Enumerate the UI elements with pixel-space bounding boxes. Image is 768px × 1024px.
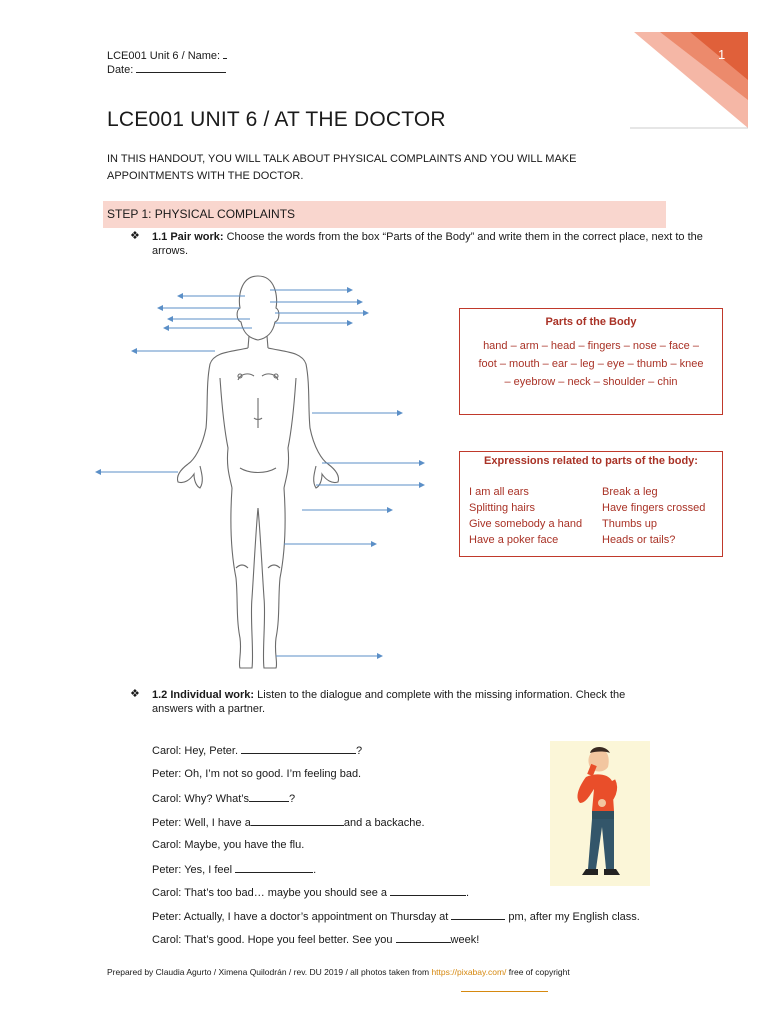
parts-of-body-box bbox=[459, 308, 723, 415]
dialogue-text: . bbox=[466, 887, 470, 899]
date-blank[interactable] bbox=[136, 62, 226, 73]
dialogue-text: pm, after my English class. bbox=[508, 911, 640, 923]
dialogue-text: Peter: Yes, I feel bbox=[152, 864, 233, 876]
page-title: LCE001 UNIT 6 / AT THE DOCTOR bbox=[107, 108, 446, 131]
dialogue-text: Carol: That’s too bad… maybe you should see a bbox=[152, 887, 388, 899]
expression-item: Have fingers crossed bbox=[602, 502, 706, 514]
date-line bbox=[107, 62, 226, 77]
answer-blank[interactable] bbox=[251, 815, 344, 826]
task-1-1-text: Choose the words from the box “Parts of the Body” and write them in the correct place, next to the arrows. bbox=[152, 231, 703, 257]
expressions-left-column bbox=[469, 484, 582, 548]
step1-heading: STEP 1: PHYSICAL COMPLAINTS bbox=[107, 207, 296, 221]
name-blank[interactable] bbox=[223, 48, 227, 59]
answer-blank[interactable] bbox=[396, 932, 451, 943]
corner-decoration bbox=[630, 30, 752, 130]
body-diagram bbox=[90, 268, 430, 676]
dialogue-text: Peter: Actually, I have a doctor’s appointment on Thursday at bbox=[152, 911, 449, 923]
dialogue-text: . bbox=[313, 864, 317, 876]
page-number: 1 bbox=[718, 47, 726, 62]
parts-box-line-2: foot – mouth – ear – leg – eye – thumb – knee bbox=[478, 358, 704, 370]
parts-box-title: Parts of the Body bbox=[545, 316, 637, 328]
parts-box-line-1: hand – arm – head – fingers – nose – face – bbox=[483, 340, 699, 352]
expressions-box bbox=[459, 451, 723, 557]
footer-text: Prepared by Claudia Agurto / Ximena Quilodrán / rev. DU 2019 / all photos taken from bbox=[107, 967, 430, 977]
intro-text: IN THIS HANDOUT, YOU WILL TALK ABOUT PHYSICAL COMPLAINTS AND YOU WILL MAKE APPOINTMENTS WITH THE DOCTOR. bbox=[107, 153, 577, 182]
dialogue-line-4 bbox=[152, 815, 425, 830]
dialogue-text: Carol: Why? What’s bbox=[152, 793, 249, 805]
parts-box-line-3: – eyebrow – neck – shoulder – chin bbox=[504, 376, 678, 388]
dialogue-line-7 bbox=[152, 885, 469, 900]
expression-item: Splitting hairs bbox=[469, 502, 536, 514]
task-1-2-label: 1.2 Individual work: bbox=[152, 689, 255, 701]
dialogue-line-5: Carol: Maybe, you have the flu. bbox=[152, 839, 305, 851]
expression-item: Heads or tails? bbox=[602, 534, 676, 546]
footer-divider bbox=[461, 991, 548, 992]
answer-blank[interactable] bbox=[390, 885, 466, 896]
sick-man-illustration bbox=[550, 741, 650, 886]
name-line bbox=[107, 48, 227, 63]
body-outline bbox=[177, 276, 338, 668]
footer-suffix: free of copyright bbox=[508, 967, 570, 977]
answer-blank[interactable] bbox=[249, 791, 289, 802]
bullet-icon: ❖ bbox=[130, 230, 140, 242]
expression-item: Have a poker face bbox=[469, 534, 559, 546]
dialogue-line-3 bbox=[152, 791, 295, 806]
expressions-box-title: Expressions related to parts of the body: bbox=[484, 455, 698, 467]
dialogue-line-6 bbox=[152, 862, 316, 877]
answer-blank[interactable] bbox=[451, 909, 505, 920]
task-1-1-label: 1.1 Pair work: bbox=[152, 231, 224, 243]
footer bbox=[107, 967, 570, 977]
expression-item: I am all ears bbox=[469, 486, 529, 498]
dialogue-line-8 bbox=[152, 909, 640, 924]
pixabay-link[interactable]: https://pixabay.com/ bbox=[431, 967, 507, 977]
step1-heading-bar bbox=[103, 201, 666, 228]
expressions-right-column bbox=[602, 484, 705, 548]
dialogue-line-9 bbox=[152, 932, 479, 947]
expression-item: Break a leg bbox=[602, 486, 658, 498]
dialogue-text: Carol: That’s good. Hope you feel better. See you bbox=[152, 934, 393, 946]
dialogue-text: week! bbox=[450, 934, 480, 946]
date-label: Date: bbox=[107, 64, 134, 76]
dialogue-text: ? bbox=[356, 745, 363, 757]
expression-item: Give somebody a hand bbox=[469, 518, 583, 530]
bullet-icon: ❖ bbox=[130, 688, 140, 700]
dialogue-line-2: Peter: Oh, I’m not so good. I’m feeling bad. bbox=[152, 768, 362, 780]
task-1-2-text: Listen to the dialogue and complete with the missing information. Check the answers with a partner. bbox=[152, 689, 626, 715]
dialogue-text: Carol: Hey, Peter. bbox=[152, 745, 238, 757]
dialogue-line-1 bbox=[152, 743, 362, 758]
dialogue-text: Peter: Well, I have a bbox=[152, 817, 251, 829]
task-1-2 bbox=[152, 688, 662, 716]
expression-item: Thumbs up bbox=[602, 518, 658, 530]
task-1-1 bbox=[152, 230, 724, 258]
name-label: LCE001 Unit 6 / Name: bbox=[107, 50, 221, 62]
answer-blank[interactable] bbox=[235, 862, 313, 873]
dialogue-text: ? bbox=[289, 793, 296, 805]
dialogue-text: and a backache. bbox=[343, 817, 425, 829]
answer-blank[interactable] bbox=[241, 743, 356, 754]
